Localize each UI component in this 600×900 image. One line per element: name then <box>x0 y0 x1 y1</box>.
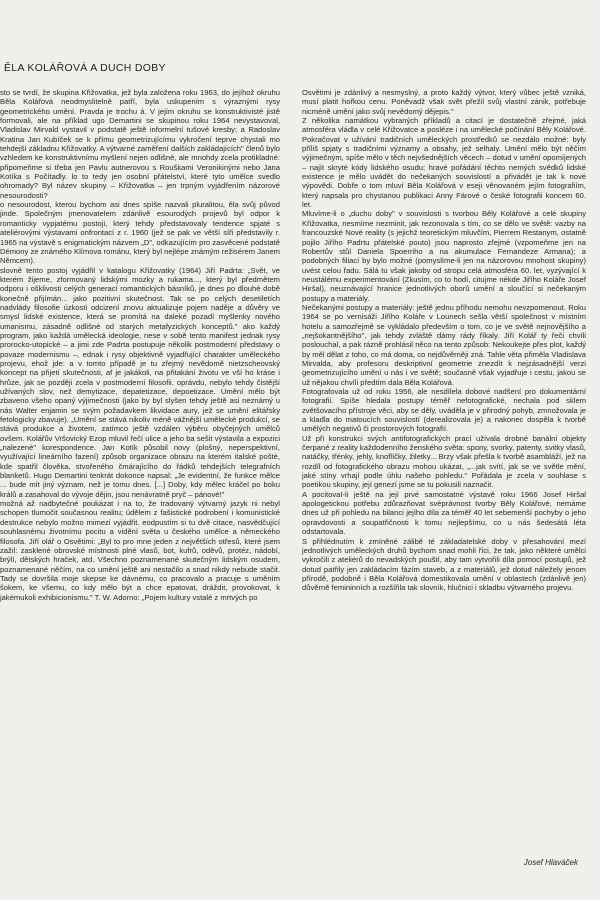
paragraph: slovně tento postoj vyjádřil v katalogu Křižovatky (1964) Jiří Padrta: „Svět, ve kterém žijeme, zformovaný lidskými mozky a rukama..., který byl předmětem odporu i ošklivosti celých generací romantických básníků, je dnes po dlouhé době konečně přijímán... jako pozitivní skutečnost. Tak se po celých desetiletích nadvlády filosofie úzkosti odcizení znovu aktualizuje pojem naděje a důvěry ve smysl lidské existence, která se promítá na daleké pozadí myšlenky nového umanismu, zásadně odlišné od starých metafyzických konceptů." ako každý program, jako každá umělecká ideologie, nese v sobě tento manifest jednak rysy prorocko-utopické – a jimi zde Padrta postupuje několik postmoderní představy o povaze modernismu –, ednak i rysy objektivně vyjadřující charakter uměleckého projevu, ehož jde: a v tomto případě je tu zřejmý nevědomě nietzscheovský koncept na přijetí skutečnosti, af je jakákoli, na přitakání životu ve vší ho kráse i hrůze, jak se později zcela v postmoderní filosofii. oprávdu, nebylo tehdy čistější užívaných slov, než demytizace, depatetizace, depoetizace. Umění mělo být zbaveno všeho opaný výjimečnosti (jako by byl slyšen tehdy ještě asi neznámý u nás Walter enjamin se svým požadavkem likvidace aury, jež se umění elitářsky fetologicky zbavuje). „Umění se stává nikoliv méně vážnější umělecké produkcí, se stává produkce a životem, zatímco ještě vzdálen výběru obyčejných umělců ovšem. Kolářův Vršovický Ezop mluvil řečí ulice a jeho ba sešit výstavila a expozici „nalezené" korespondence. Jan Kotík působil novy (plošný, neperspektivní, využívající lineárního fazení) způsob organizace obrazu na kterém italské pošté, kde spatřil člověka, stvořeného čmárajícího do řádků tehdejších telegrafních blanketů. Hugo Demartini tenkrát dokonce napsal: „Je evidentní, že funkce mělce ... bude mít jiný význam, než je tomu dnes. [...] Doby, kdy mělec kráčel po boku králů a zasahoval do vývoje dějin, jsou nenávratně pryč – pánové!" <box>0 265 280 499</box>
left-column <box>0 88 280 898</box>
paragraph: A pocitovaI-li ještě na její prvé samostatné výstavě roku 1966 Josef Hiršal apologetickou potřebu zdůrazňovat svéprávnost tvorby Běly Kolářové, nemáme dnes už při pohledu na bilanci jejího díla za téměř 40 let sebemenší pochyby o jeho opravdovosti a soupatřičnosti k tomu nejlepšímu, co u nás šedesátá léta odstartovala. <box>302 489 586 537</box>
paragraph: Nečekanými postupy a materiály: ještě jednu příhodu nemohu nevzpomenout. Roku 1964 se po vernisáži Jiřího Koláře v Lounech sešla větší společnost v místním hotelu a samozřejmě se vykládalo především o tom, co je ve světě nejnovějšího a „nejšokantnějšího", jak tehdy zvláště dámy rády říkaly. Jiří Kolář ty řeči chvíli poslouchal, a pak rázně prohlásil něco na tento způsob: Nekoukejte přes plot, každý by měl dělat z toho, co má doma, co nejdůvěrněji zná. Tahle věta přiměla Vladislava Mirvalda, aby profesoru deskriptivní geometrie znezdít k nejzásadnější verzi geometrizujícího umění u nás i ve světě; současně však vyjadřuje i cestu, jakou se už nějakou chvíli předtím dala Běla Kolářová. <box>302 302 586 387</box>
paragraph: S přihlédnutím k zmíněné zálibě té základatelské doby v přesahování mezí jednotlivých uměleckých druhů bychom snad mohli říci, že tak, jako některé umělci vykročili z ateliérů do nevadských pouští, aby tam vytvořili díla pomocí postupů, jež dotud patřily jen zakládacím fázím staveb, a z materiálů, jež dotud náležely jenom přírodě, podobně i Běla Kolářová domestikovala umění v oblastech (zdánlivě jen) důvěrně femininních a rozšířila tak slovník, hlučnici i skladbu výtvarného projevu. <box>302 536 586 593</box>
paragraph: Fotografovala už od roku 1956, ale nesdílela dobové nadšení pro dokumentární fotografii. Spíše hledala postupy téměř nefotografické, nechala pod sklem zvětšovacího přístroje věci, aby se děly, uváděla je v přirodný pohyb, zmnožovala je a kladla do matoucích souvislostí (derealizovala je) a nakonec dospěla k tvorbě umělých negativů či prostorových fotografií. <box>302 387 586 434</box>
paragraph: Osvětimi je zdánlivý a nesmyslný, a proto každý výtvor, který vůbec ještě vzniká, musí platit hořkou cenu. Poněvadž však svět přežil svůj vlastní zánik, potřebuje nicméně umění jako svůj nevědomý dějepis." <box>302 88 586 116</box>
paragraph: Z několika namátkou vybraných příkladů a citací je dostatečně zřejmé, jaká atmosféra vládla v celé Křižovatce a posléze i na umělecké počínání Běly Kolářové. Pokračovat v užívání tradičních uměleckých prostředků se nezdálo možné: byly příliš spjaty s tradičními významy a obsahy, jež selhaly. Umění mělo být něčím výjimečným, spíše mělo v těch nejvšednějších věcech – dotud v umění opomíjených – najít skryté kódy lidského osudu; hravé pořádání těchto nemých svědků lidské existence je mělo uvádět do nečekaných souvislostí a přivádět je tak k nové výpovědi. Dobře o tom mluví Běla Kolářová v eseji věnovaném jejím fotografiím, který napsala pro chystanou publikaci Anny Fárové o české fotografii koncem 60. let. <box>302 116 586 210</box>
paragraph: možná až nadbytečné poukázat i na to, že tradovaný výtvarný jazyk ni nebyl schopen tlumočit současnou realitu; údělem z fašistické podrobení i komunistické destrukce nebylo možno mimezi vyjádřit. eodpustím si tu dvě citace, nasvědčující souhlasnému životnímu pocitu a vidění světa u českého umělce a německého filosofa. Jiří olář o Osvětimi: „Byl to pro mne jeden z největších otřesů, které jsem zažil: zasklené obrovské místnosti plné vlasů, bot, kufrů, oděvů, protéz, nádobí, brýlí, dětských hraček, atd. Všechno poznamenané skutečným lidským osudem, poznamenané něčím, na co umění ještě ani nestačilo a snad nikdy nebude stačit. Tady se dovršila moje skepse ke dávnému, co pracovalo a pracuje s uměním šokem, ke všemu, co kdy mělo být a chce epatovat, dráždit, provokovat, k jakémukoli exhibicionismu." T. W. Adorno: „Pojem kultury vstalé z mrtvých po <box>0 499 280 602</box>
author-signature: Josef Hlaváček <box>523 858 578 867</box>
right-column <box>302 88 586 858</box>
paragraph: sto se tvrdí, že skupina Křižovatka, jež byla založena roku 1963, do jejíhož okruhu Běla Kolářová neodmyslitelně patří, byla uskupením s výraznými rysy geometrického umění. Pravda je trochu á. V jejím okruhu se konstruktivisté jistě formovali, ale na příklad ugo Demartini se skupinou roku 1964 nevystavoval, Vladislav Mirvald vystavil v podstatě ještě informelní tušové kresby; a Radoslav Kratina Jan Kubíček se k přímu geometrizujícímu vykročení teprve chystali mo tehdejší základnu Křižovatky. A výtvarné zaměření dalších zakládajících" členů bylo vzhledem ke konstruktivnímu myšlení nejen odlišné, ale mnohdy zcela protikladné: připomeňme si třeba jen Pavlu autnerovou s Rouškami Veronikinými nebo Jana Kotíka s Počítadly. lo to tedy jen osobní přátelství, které tyto umělce svedlo ohromady? Byl název skupiny – Křižovatka – jen trpným vyjádřením názorové nesourodosti? <box>0 88 280 200</box>
paragraph: Mluvíme-li o „duchu doby" v souvislosti s tvorbou Běly Kolářové a celé skupiny Křižovatka, nesmíme nezminit, jak rezonovala s tím, co se dělo ve světě: vazby na francouzské Nové reality (s jejichž teoretickým mluvčím, Pierrem Restanym, ostatně pojilo Jiřího Padrtu přátelské pouto) jsou naprosto zřejmé (vzpomeňme jen na Robertův stůl Daniela Spoerriho a na akumulace Fernandeze Armana); a podobných filiací by bylo možné (pomyslíme-li jen na názorovou mnohost skupiny) uvést celou řadu. Sálá tu však jakoby od stropu celá atmosféra 60. let, vyzývající k neustálému experimentování (Zkusím, co to hodí, citujme nékde Jiřího Koláře Josef Hiršal), neuznávající hranice jednotlivých oborů umění a sloučící si nečekaným postupy a materiály. <box>302 209 586 303</box>
paragraph: Už při konstrukci svých antifotografických prací užívala drobné banální objekty čerpané z reality každodenního ženského světa: spony, svorky, patenty, svitky vlasů, natáčky, třénky, jehly, knoflíčky, žiletky... Brzy však přešla k tvorbě asambláží, jež na rozdíl od fotografického obrazu mohou ukázat, „...jak svítí, jak se ve světle mění, jaké stíny vrhají podle úhlu našeho pohledu." Pořádala je zcela v souhlase s poetikou skupiny, její genezí jsme se tu pokusili naznačit. <box>302 433 586 490</box>
article-heading: ĚLA KOLÁŘOVÁ A DUCH DOBY <box>4 62 166 74</box>
paragraph: o nesourodost, kterou bychom asi dnes spíše nazvali pluralitou, ěla svůj původ jinde. Společným jmenovatelem zdánlivě esourodých projevů byl odpor k romanticky vypjatému postoji, který tehdy představovaly tendence spjaté s ateliérovými výstavami onfrontací z r. 1960 (jež se pak ve větší síři představily r. 1965 na výstavě s enigmatickým názvem „D", odkazujícím pro zasvěcené podstatě Démony ze známého Klímova románu, který byl nejlépe známým režisérem Janem Němcem). <box>0 200 280 266</box>
